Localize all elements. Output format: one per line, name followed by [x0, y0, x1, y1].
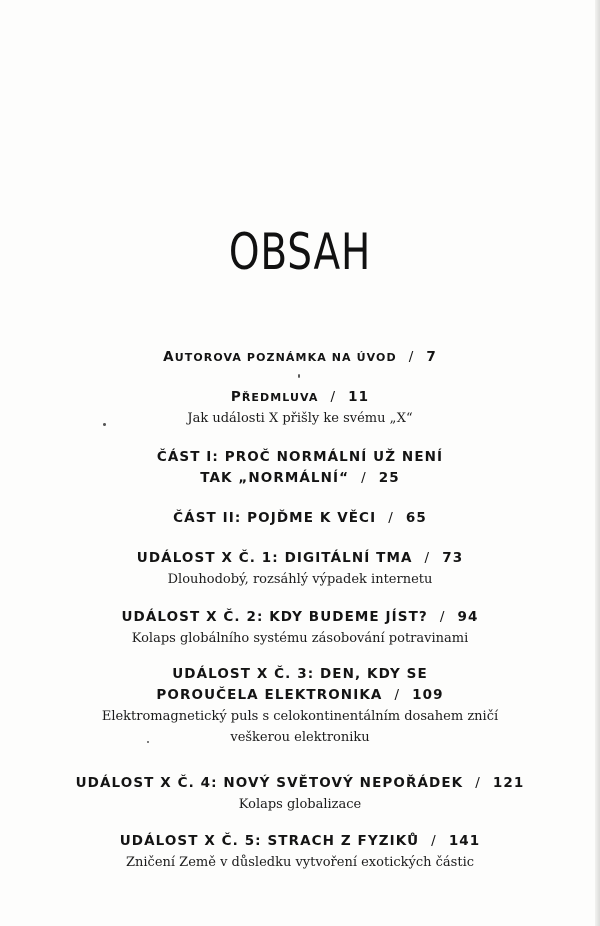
- page-separator: /: [361, 470, 367, 486]
- toc-entry-subtitle: veškerou elektroniku: [230, 730, 370, 745]
- page-separator: /: [388, 510, 394, 526]
- toc-entry-subtitle: Kolaps globalizace: [238, 797, 362, 812]
- page-separator: /: [439, 609, 446, 625]
- toc-entry-heading: [40, 508, 560, 529]
- heading-text: POROUČELA ELEKTRONIKA: [156, 687, 383, 703]
- toc-entry-heading: [40, 347, 560, 368]
- toc-entry: [40, 347, 560, 368]
- toc-entry-subtitle: Elektromagnetický puls s celokontinentálním dosahem zničí: [101, 709, 499, 724]
- page-number: 65: [405, 510, 427, 526]
- scan-speck: [103, 423, 106, 426]
- toc-entry: [40, 387, 560, 429]
- page-number: 7: [426, 349, 437, 365]
- scan-speck: [298, 374, 300, 378]
- toc-entry-subtitle: Jak události X přišly ke svému „X“: [187, 411, 413, 426]
- page-number: 25: [378, 470, 400, 486]
- toc-entry: [40, 607, 560, 649]
- heading-initial: A: [163, 349, 175, 365]
- toc-entry-subtitle: Zničení Země v důsledku vytvoření exotických částic: [125, 855, 475, 870]
- toc-entry-subtitle: Kolaps globálního systému zásobování potravinami: [131, 631, 469, 646]
- heading-text: UDÁLOST X Č. 2: KDY BUDEME JÍST?: [121, 609, 428, 625]
- heading-text: UDÁLOST X Č. 1: DIGITÁLNÍ TMA: [136, 550, 413, 566]
- heading-text: UDÁLOST X Č. 3: DEN, KDY SE: [172, 666, 428, 682]
- heading-text: ŘEDMLUVA: [241, 391, 319, 404]
- toc-entry-heading: [40, 548, 560, 569]
- heading-text: UDÁLOST X Č. 4: NOVÝ SVĚTOVÝ NEPOŘÁDEK: [75, 775, 464, 791]
- page-separator: /: [408, 349, 415, 365]
- toc-entry: [40, 664, 560, 748]
- heading-text: UDÁLOST X Č. 5: STRACH Z FYZIKŮ: [119, 833, 420, 849]
- toc-entry-heading: [40, 664, 560, 685]
- toc-entry-heading: [40, 685, 560, 706]
- page-separator: /: [431, 833, 437, 849]
- toc-entry-heading: [40, 773, 560, 794]
- page-separator: /: [424, 550, 431, 566]
- toc-entry-heading: [40, 607, 560, 628]
- toc-entry: [40, 447, 560, 489]
- toc-entry-heading: [40, 831, 560, 852]
- page-number: 94: [457, 609, 479, 625]
- toc-entry-heading: [40, 447, 560, 468]
- toc-entry: [40, 773, 560, 815]
- page-number: 121: [492, 775, 525, 791]
- heading-initial: P: [230, 389, 242, 405]
- heading-text: UTOROVA POZNÁMKA NA ÚVOD: [174, 351, 397, 364]
- toc-entry-subtitle: Dlouhodobý, rozsáhlý výpadek internetu: [167, 572, 433, 587]
- toc-entry: [40, 831, 560, 873]
- page-separator: /: [330, 389, 337, 405]
- page-number: 141: [448, 833, 481, 849]
- scan-speck: [147, 741, 149, 743]
- page-number: 109: [412, 687, 444, 703]
- page-edge: [595, 0, 600, 926]
- toc-entry-heading: [40, 387, 560, 408]
- heading-text: TAK „NORMÁLNÍ“: [200, 470, 350, 486]
- page-number: 73: [442, 550, 464, 566]
- contents-title: OBSAH: [228, 223, 372, 281]
- heading-text: ČÁST II: POJĎME K VĚCI: [173, 510, 377, 526]
- toc-entry: [40, 508, 560, 529]
- page-separator: /: [394, 687, 401, 703]
- page-number: 11: [348, 389, 370, 405]
- heading-text: ČÁST I: PROČ NORMÁLNÍ UŽ NENÍ: [156, 449, 444, 465]
- toc-entry: [40, 548, 560, 590]
- page-separator: /: [475, 775, 481, 791]
- toc-entry-heading: [40, 468, 560, 489]
